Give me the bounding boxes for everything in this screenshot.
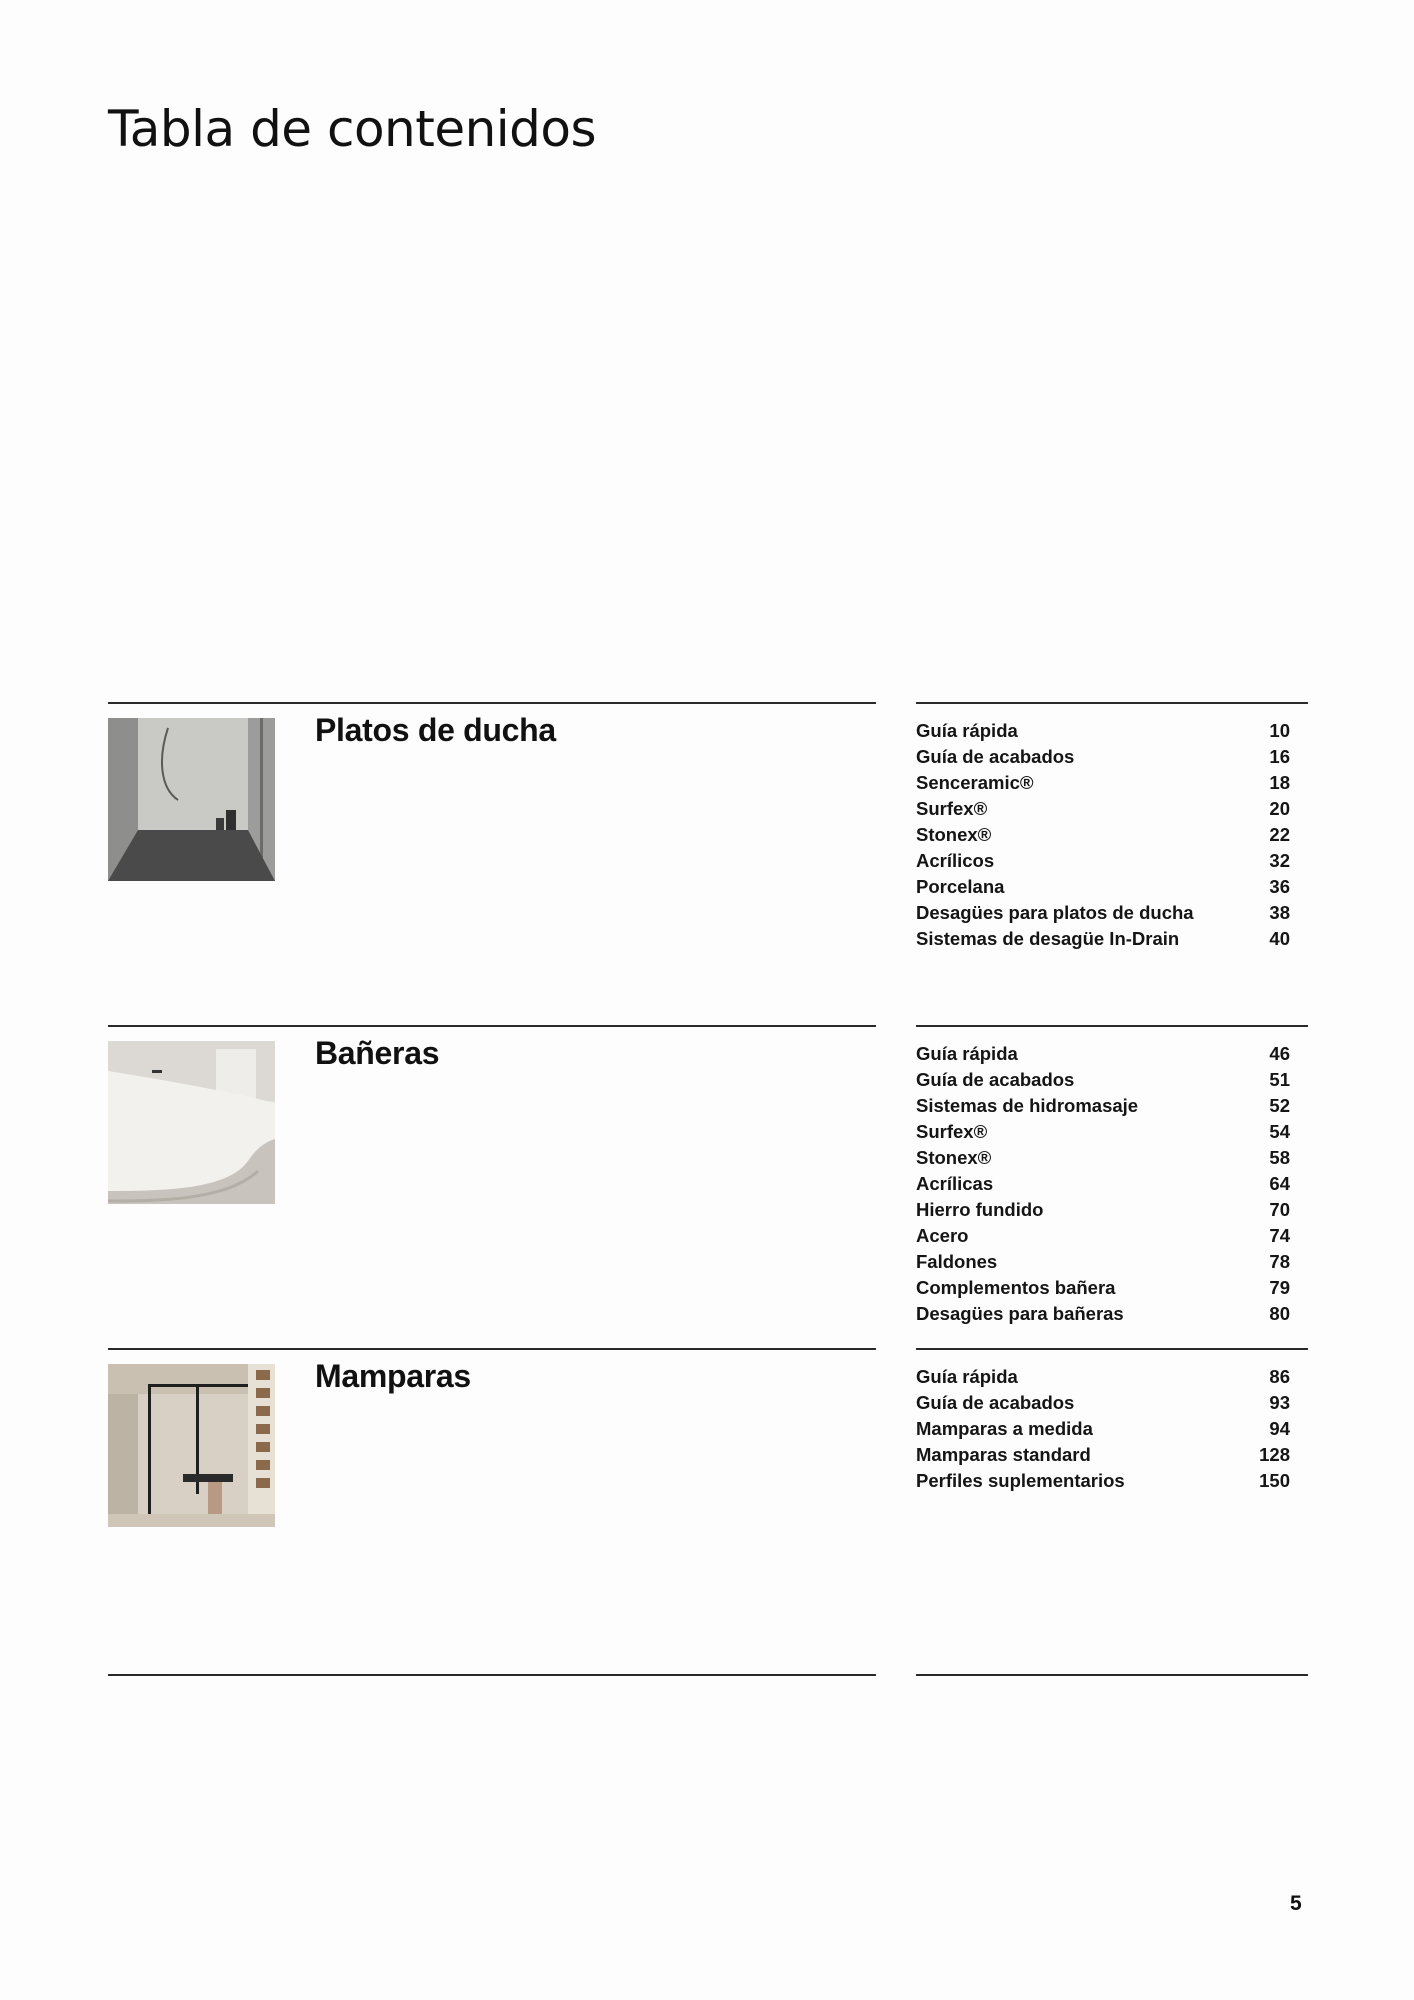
entry-label: Guía de acabados bbox=[916, 746, 1075, 767]
entry-page: 78 bbox=[1269, 1251, 1290, 1272]
entry-label: Perfiles suplementarios bbox=[916, 1470, 1125, 1491]
toc-entry[interactable] bbox=[916, 1249, 1290, 1275]
toc-entry[interactable] bbox=[916, 1197, 1290, 1223]
entry-page: 80 bbox=[1269, 1303, 1290, 1324]
toc-entries bbox=[916, 1364, 1290, 1494]
entry-label: Porcelana bbox=[916, 876, 1005, 897]
entry-page: 18 bbox=[1269, 772, 1290, 793]
entry-label: Sistemas de desagüe In-Drain bbox=[916, 928, 1180, 949]
entry-label: Acero bbox=[916, 1225, 969, 1246]
entry-page: 20 bbox=[1269, 798, 1290, 819]
toc-entries bbox=[916, 718, 1290, 952]
toc-entry[interactable] bbox=[916, 1067, 1290, 1093]
toc-entry[interactable] bbox=[916, 1275, 1290, 1301]
toc-entry[interactable] bbox=[916, 718, 1290, 744]
closing-divider bbox=[108, 1674, 1308, 1676]
toc-entry[interactable] bbox=[916, 1416, 1290, 1442]
entry-label: Guía de acabados bbox=[916, 1069, 1075, 1090]
divider bbox=[916, 1025, 1308, 1027]
toc-entry[interactable] bbox=[916, 796, 1290, 822]
toc-entry[interactable] bbox=[916, 848, 1290, 874]
entry-page: 150 bbox=[1259, 1470, 1290, 1491]
entry-page: 22 bbox=[1269, 824, 1290, 845]
section-title: Bañeras bbox=[315, 1035, 440, 1071]
toc-entries bbox=[916, 1041, 1290, 1327]
toc-entry[interactable] bbox=[916, 1442, 1290, 1468]
entry-page: 46 bbox=[1269, 1043, 1290, 1064]
divider bbox=[108, 702, 876, 704]
entry-page: 51 bbox=[1269, 1069, 1290, 1090]
divider bbox=[108, 1025, 876, 1027]
toc-entry[interactable] bbox=[916, 874, 1290, 900]
toc-entry[interactable] bbox=[916, 1145, 1290, 1171]
divider bbox=[916, 1674, 1308, 1676]
toc-entry[interactable] bbox=[916, 744, 1290, 770]
entry-page: 93 bbox=[1269, 1392, 1290, 1413]
entry-page: 79 bbox=[1269, 1277, 1290, 1298]
entry-page: 94 bbox=[1269, 1418, 1290, 1439]
toc-entry[interactable] bbox=[916, 1468, 1290, 1494]
divider bbox=[916, 702, 1308, 704]
entry-page: 58 bbox=[1269, 1147, 1290, 1168]
entry-label: Senceramic® bbox=[916, 772, 1034, 793]
toc-entry[interactable] bbox=[916, 1364, 1290, 1390]
toc-entry[interactable] bbox=[916, 1301, 1290, 1327]
entry-label: Sistemas de hidromasaje bbox=[916, 1095, 1139, 1116]
entry-label: Mamparas standard bbox=[916, 1444, 1091, 1465]
entry-label: Guía rápida bbox=[916, 1366, 1018, 1387]
section-title: Mamparas bbox=[315, 1358, 471, 1394]
entry-label: Desagües para bañeras bbox=[916, 1303, 1124, 1324]
divider bbox=[916, 1348, 1308, 1350]
entry-label: Stonex® bbox=[916, 824, 992, 845]
divider bbox=[108, 1348, 876, 1350]
toc-entry[interactable] bbox=[916, 1119, 1290, 1145]
divider bbox=[108, 1674, 876, 1676]
entry-page: 64 bbox=[1269, 1173, 1290, 1194]
entry-page: 40 bbox=[1269, 928, 1290, 949]
toc-entry[interactable] bbox=[916, 1171, 1290, 1197]
toc-entry[interactable] bbox=[916, 1093, 1290, 1119]
entry-label: Guía de acabados bbox=[916, 1392, 1075, 1413]
shower-screen-image bbox=[108, 1364, 275, 1527]
entry-page: 86 bbox=[1269, 1366, 1290, 1387]
entry-page: 74 bbox=[1269, 1225, 1290, 1246]
entry-page: 10 bbox=[1269, 720, 1290, 741]
entry-page: 16 bbox=[1269, 746, 1290, 767]
entry-label: Acrílicos bbox=[916, 850, 995, 871]
toc-entry[interactable] bbox=[916, 900, 1290, 926]
entry-label: Hierro fundido bbox=[916, 1199, 1044, 1220]
entry-page: 32 bbox=[1269, 850, 1290, 871]
toc-entry[interactable] bbox=[916, 1041, 1290, 1067]
toc-entry[interactable] bbox=[916, 926, 1290, 952]
entry-label: Complementos bañera bbox=[916, 1277, 1116, 1298]
entry-label: Surfex® bbox=[916, 1121, 988, 1142]
entry-label: Acrílicas bbox=[916, 1173, 994, 1194]
page-title: Tabla de contenidos bbox=[108, 100, 597, 158]
entry-page: 128 bbox=[1259, 1444, 1290, 1465]
entry-page: 54 bbox=[1269, 1121, 1290, 1142]
toc-entry[interactable] bbox=[916, 770, 1290, 796]
entry-label: Desagües para platos de ducha bbox=[916, 902, 1194, 923]
entry-page: 70 bbox=[1269, 1199, 1290, 1220]
section-title: Platos de ducha bbox=[315, 712, 556, 748]
entry-page: 52 bbox=[1269, 1095, 1290, 1116]
page-number: 5 bbox=[1290, 1892, 1302, 1915]
toc-entry[interactable] bbox=[916, 1390, 1290, 1416]
shower-tray-image bbox=[108, 718, 275, 881]
bathtub-image bbox=[108, 1041, 275, 1204]
entry-label: Guía rápida bbox=[916, 1043, 1018, 1064]
entry-label: Faldones bbox=[916, 1251, 998, 1272]
entry-label: Surfex® bbox=[916, 798, 988, 819]
entry-page: 38 bbox=[1269, 902, 1290, 923]
toc-entry[interactable] bbox=[916, 1223, 1290, 1249]
entry-label: Mamparas a medida bbox=[916, 1418, 1093, 1439]
toc-entry[interactable] bbox=[916, 822, 1290, 848]
entry-page: 36 bbox=[1269, 876, 1290, 897]
entry-label: Guía rápida bbox=[916, 720, 1018, 741]
entry-label: Stonex® bbox=[916, 1147, 992, 1168]
